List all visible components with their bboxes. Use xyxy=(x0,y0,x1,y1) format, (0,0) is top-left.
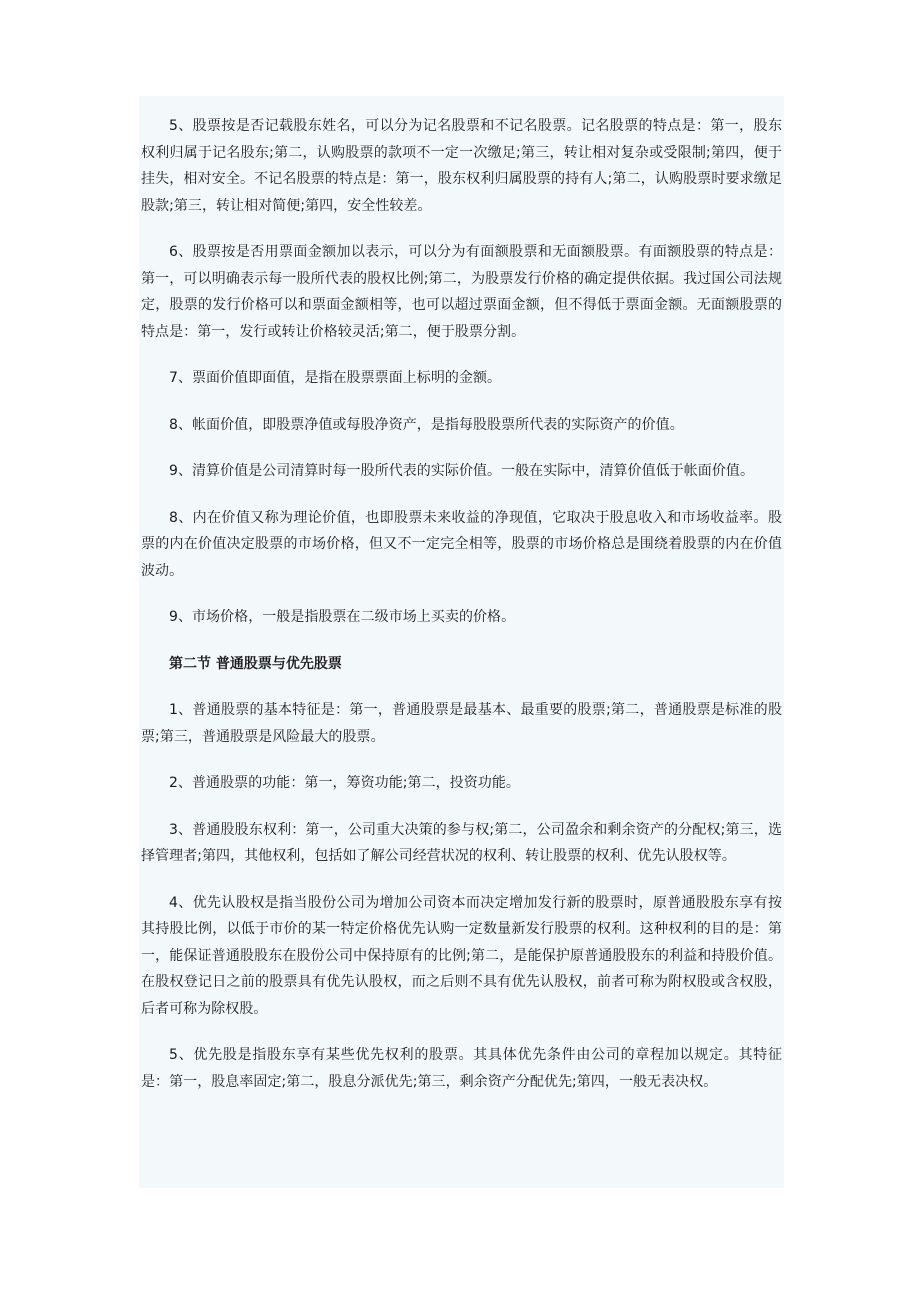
document-page xyxy=(139,96,784,1188)
paragraph-preferred-stock: 5、优先股是指股东享有某些优先权利的股票。其具体优先条件由公司的章程加以规定。其特征是：第一，股息率固定;第二，股息分派优先;第三，剩余资产分配优先;第四，一般无表决权。 xyxy=(141,1047,782,1090)
paragraph-market-price: 9、市场价格，一般是指股票在二级市场上买卖的价格。 xyxy=(169,609,516,625)
paragraph-face-value: 7、票面价值即面值，是指在股票票面上标明的金额。 xyxy=(169,370,502,386)
paragraph-liquidation-value: 9、清算价值是公司清算时每一股所代表的实际价值。一般在实际中，清算价值低于帐面价值。 xyxy=(169,463,755,479)
paragraph-registered-shares: 5、股票按是否记载股东姓名，可以分为记名股票和不记名股票。记名股票的特点是：第一，股东权利归属于记名股东;第二，认购股票的款项不一定一次缴足;第三，转让相对复杂或受限制;第四，便于挂失，相对安全。不记名股票的特点是：第一，股东权利归属股票的持有人;第二，认购股票时要求缴足股款;第三，转让相对简便;第四，安全性较差。 xyxy=(141,118,782,214)
paragraph-shareholder-rights: 3、普通股股东权利：第一，公司重大决策的参与权;第二，公司盈余和剩余资产的分配权;第三，选择管理者;第四，其他权利，包括如了解公司经营状况的权利、转让股票的权利、优先认股权等。 xyxy=(141,821,782,864)
document-body xyxy=(141,113,782,1115)
paragraph-par-value-shares: 6、股票按是否用票面金额加以表示，可以分为有面额股票和无面额股票。有面额股票的特点是：第一，可以明确表示每一股所代表的股权比例;第二，为股票发行价格的确定提供依据。我过国公司法规定，股票的发行价格可以和票面金额相等，也可以超过票面金额，但不得低于票面金额。无面额股票的特点是：第一，发行或转让价格较灵活;第二，便于股票分割。 xyxy=(141,244,782,340)
paragraph-preemptive-rights: 4、优先认股权是指当股份公司为增加公司资本而决定增加发行新的股票时，原普通股股东享有按其持股比例，以低于市价的某一特定价格优先认购一定数量新发行股票的权利。这种权利的目的是：第一，能保证普通股股东在股份公司中保持原有的比例;第二，是能保护原普通股股东的利益和持股价值。在股权登记日之前的股票具有优先认股权，而之后则不具有优先认股权，前者可称为附权股或含权股，后者可称为除权股。 xyxy=(141,894,782,1017)
paragraph-common-stock-features: 1、普通股票的基本特征是：第一，普通股票是最基本、最重要的股票;第二，普通股票是标准的股票;第三，普通股票是风险最大的股票。 xyxy=(141,702,782,745)
section-heading: 第二节 普通股票与优先股票 xyxy=(169,655,342,672)
paragraph-intrinsic-value: 8、内在价值又称为理论价值，也即股票未来收益的净现值，它取决于股息收入和市场收益率。股票的内在价值决定股票的市场价格，但又不一定完全相等，股票的市场价格总是围绕着股票的内在价值波动。 xyxy=(141,509,782,579)
paragraph-common-stock-functions: 2、普通股票的功能：第一，筹资功能;第二，投资功能。 xyxy=(169,775,520,791)
paragraph-book-value: 8、帐面价值，即股票净值或每股净资产，是指每股股票所代表的实际资产的价值。 xyxy=(169,416,684,433)
